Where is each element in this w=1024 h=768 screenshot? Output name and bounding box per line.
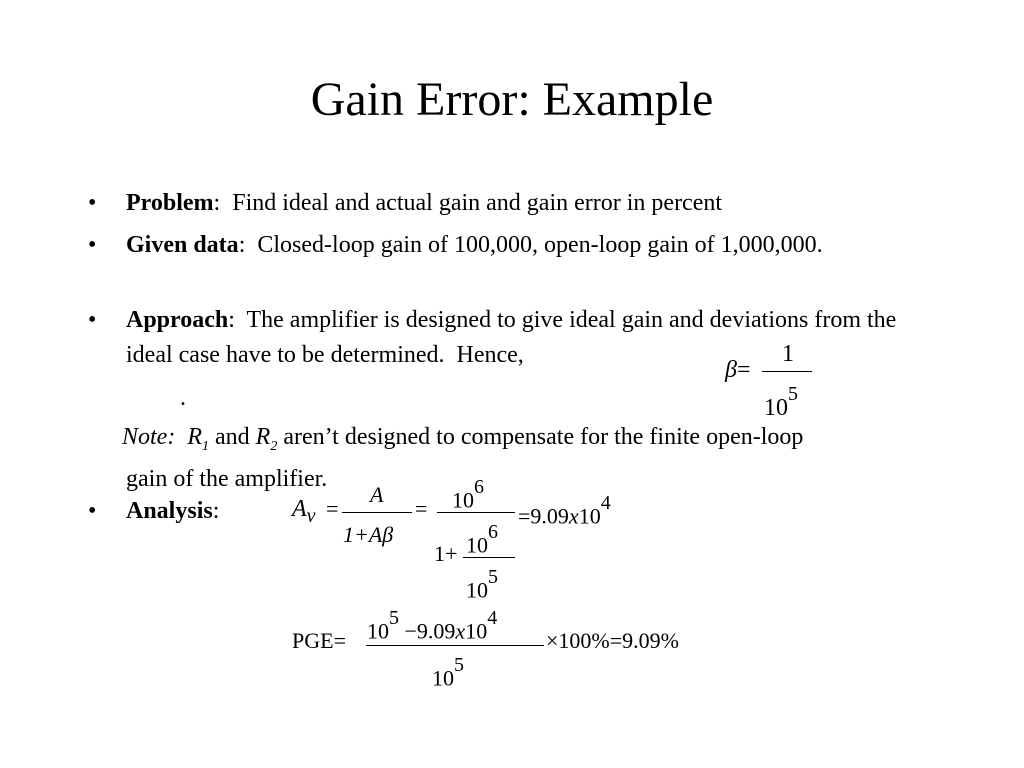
note-text: Note: $R_1$ and $R_2$ aren’t designed to compensate for the finite open-loop gain of the amplifier. bbox=[122, 421, 942, 495]
av-frac2-bar bbox=[437, 512, 515, 513]
av-frac2-den-lead: 1+ bbox=[434, 541, 458, 566]
bullet-label: Problem bbox=[126, 190, 214, 216]
bullet-marker: • bbox=[88, 232, 97, 258]
bullet-marker: • bbox=[88, 190, 97, 216]
bullet-sep: : bbox=[238, 232, 246, 258]
beta-denominator: $10^5$ bbox=[764, 383, 798, 421]
beta-symbol: β= bbox=[725, 357, 751, 383]
slide-title: Gain Error: Example bbox=[310, 73, 714, 126]
pge-denominator: $10^5$ bbox=[432, 654, 464, 691]
av-eq2: = bbox=[415, 496, 428, 521]
bullet-marker: • bbox=[88, 498, 97, 524]
bullet-body bbox=[126, 186, 941, 221]
bullet-sep: : bbox=[212, 498, 220, 524]
bullet-text: Closed-loop gain of 100,000, open-loop gain of 1,000,000. bbox=[245, 232, 823, 258]
av-frac1-bar bbox=[342, 512, 412, 513]
av-frac1-num: A bbox=[370, 482, 384, 507]
pge-numerator: $10^5 -9.09x10^4$ bbox=[367, 607, 498, 644]
av-frac2-den-inner-den: $10^5$ bbox=[466, 566, 498, 603]
av-frac2-den-inner-num: $10^6$ bbox=[466, 521, 498, 558]
beta-fraction-bar bbox=[762, 371, 812, 372]
pge-fraction-bar bbox=[366, 645, 544, 646]
pge-result: ×100%=9.09% bbox=[546, 628, 679, 653]
bullet-text: Find ideal and actual gain and gain error in percent bbox=[220, 190, 723, 216]
bullet-label: Approach bbox=[126, 307, 229, 333]
bullet-text: The amplifier is designed to give ideal gain and deviations from the ideal case have to be determined. Hence, bbox=[126, 307, 903, 368]
bullet-body bbox=[126, 303, 941, 373]
note-continuation: gain of the amplifier. bbox=[126, 465, 328, 492]
note-prefix: Note: bbox=[122, 424, 176, 450]
beta-numerator: 1 bbox=[782, 341, 794, 367]
av-result: $=9.09x10^4$ bbox=[518, 492, 611, 529]
bullet-body bbox=[126, 228, 846, 263]
bullet-sep: : bbox=[228, 307, 235, 333]
approach-trailing-period: . bbox=[180, 385, 186, 411]
av-frac1-den: 1+Aβ bbox=[343, 522, 394, 547]
av-eq1: = bbox=[326, 496, 339, 521]
av-lhs: $A_v$ bbox=[292, 496, 316, 527]
av-frac2-num: $10^6$ bbox=[452, 476, 484, 513]
bullet-sep: : bbox=[213, 190, 221, 216]
bullet-label: Given data bbox=[126, 232, 239, 258]
bullet-label: Analysis bbox=[126, 498, 213, 524]
av-frac2-inner-bar bbox=[463, 557, 515, 558]
pge-lhs: PGE= bbox=[292, 628, 346, 653]
bullet-marker: • bbox=[88, 307, 97, 333]
